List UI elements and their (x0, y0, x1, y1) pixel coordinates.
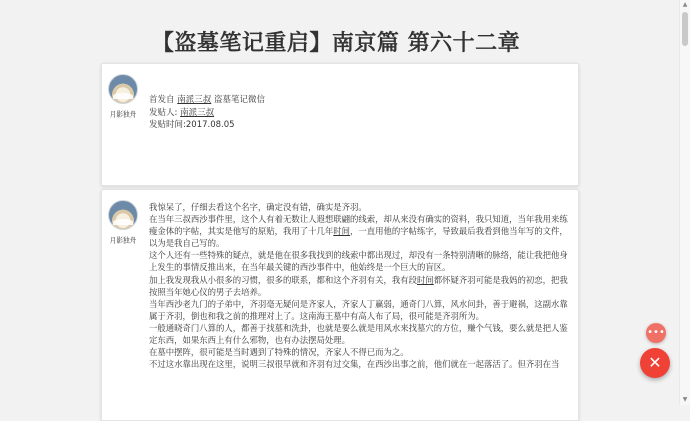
post-card-header (101, 63, 579, 186)
close-icon[interactable]: ✕ (640, 348, 670, 378)
paragraph: 一般通晓奇门八算的人，都善于找墓和洗卦，也就是要么就是用风水来找墓穴的方位，赚个气钱，要么就是把人鉴定东西，如果东西上有什么邪物，也有办法摆局处理。 (149, 322, 568, 346)
paragraph: 当年西沙老九门的子弟中，齐羽毫无疑问是齐家人，齐家人丁赢弱，通奇门八算，风水问卦，善于避祸，这副水靠属于齐羽，倒也和我之前的推理对上了。这南海王墓中有高人布了局，很可能是齐羽所为。 (149, 298, 568, 321)
scroll-down-icon[interactable]: ▼ (682, 396, 688, 403)
paragraph: 这个人还有一些特殊的疑点，就是他在很多我找到的线索中都出现过，却没有一条特别清晰的脉络，能让我把他身上发生的事情反推出来，在当年最关键的西沙事件中，他始终是一个巨大的盲区。 (149, 250, 568, 273)
poster-link[interactable]: 南派三叔 (180, 107, 215, 118)
time-line (149, 119, 265, 132)
post-content (149, 201, 573, 370)
keyword-link[interactable]: 时间 (417, 274, 434, 285)
paragraph: 在墓中摆阵，很可能是当时遇到了特殊的情况，齐家人不得已而为之。 (149, 347, 409, 358)
post-card-content (101, 189, 579, 421)
paragraph: 不过这水靠出现在这里，说明三叔很早就和齐羽有过交集，在西沙出事之前，他们就在一起落活了。但齐羽在当 (149, 359, 560, 370)
source-prefix: 首发自 (149, 95, 175, 105)
scroll-up-icon[interactable]: ▲ (682, 1, 688, 8)
author-name[interactable]: 月影独舟 (109, 110, 137, 119)
ellipsis-icon[interactable]: ••• (646, 323, 666, 343)
page-title: 【盗墓笔记重启】南京篇 第六十二章 (151, 31, 521, 56)
time-value: 2017.08.05 (185, 120, 235, 130)
avatar[interactable] (108, 200, 138, 230)
post-meta (149, 94, 265, 132)
author-block (106, 74, 140, 120)
paragraph: 我惊呆了，仔细去看这个名字，确定没有错，确实是齐羽。 (149, 202, 367, 212)
avatar[interactable] (108, 74, 138, 104)
time-label: 发贴时间: (149, 120, 186, 130)
paragraph: 在当年三叔西沙事件里，这个人有着无数让人遐想联翩的线索，却从来没有确实的资料，我只知道，当年我用来练瘦金体的字帖，其实是他写的原贴，我用了十几年时间，一直用他的字帖练字，导致最后我看到他当年写的文件，以为是我自己写的。 (149, 214, 568, 249)
source-link[interactable]: 南派三叔 (177, 95, 212, 105)
scrollbar[interactable] (679, 0, 690, 405)
author-name[interactable]: 月影独舟 (109, 236, 137, 245)
scroll-thumb[interactable] (682, 12, 688, 46)
source-line (149, 94, 265, 107)
poster-label: 发贴人: (149, 107, 178, 118)
keyword-link[interactable]: 时间 (333, 226, 350, 237)
paragraph: 加上我发现我从小很多的习惯，很多的联系，都和这个齐羽有关，我有段时间都怀疑齐羽可能是我妈的初恋，把我按照当年她心仪的男子去培养。 (149, 274, 568, 297)
source-suffix: 盗墓笔记微信 (213, 95, 265, 105)
poster-line (149, 107, 265, 120)
author-block (106, 200, 140, 246)
